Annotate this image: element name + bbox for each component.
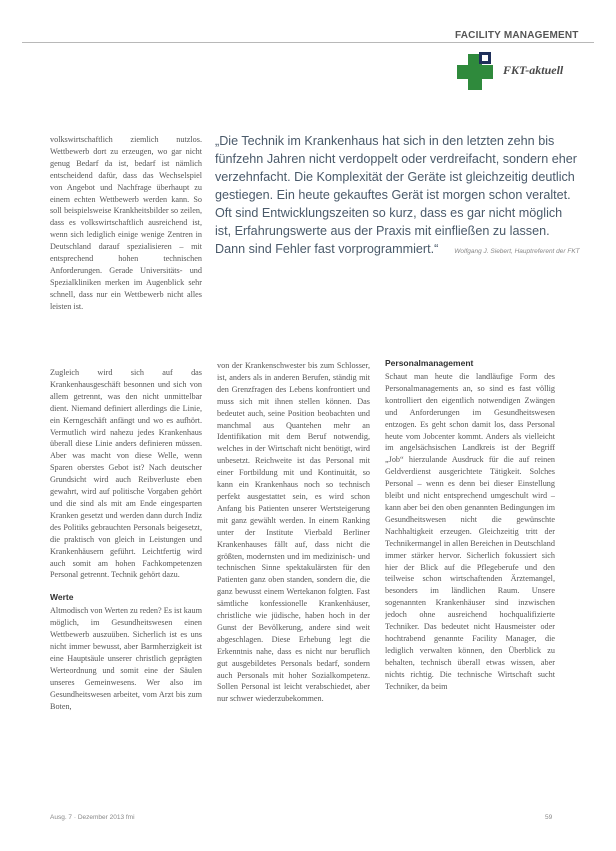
logo-wordmark: FKT-aktuell <box>503 63 564 77</box>
page-number: 59 <box>545 814 553 821</box>
column-1-bottom-text <box>50 367 202 804</box>
fkt-cross-logo-icon <box>455 52 495 92</box>
section-heading-werte: Werte <box>50 592 74 603</box>
paragraph: volkswirtschaftlich ziemlich nutzlos. Wettbewerb dort zu erzeugen, wo gar nicht genug Bedarf da ist, bedarf ist nämlich entscheidend dafür, dass das Wechselspiel von Angebot und Nachfrage überhaupt zu einem echten Wettbewerb werden kann. So soll beispielsweise Krankheitsbilder so zeilen, dass es volkswirtschaftlich ausreichend ist, wenn sich lediglich einige wenige Zentren in Deutschland darauf spezialisieren – mit entsprechend hohen technischen Anforderungen. Gerade Universitäts- und Spezialkliniken merken im Augenblick sehr schnell, dass nur ein Wettbewerb nicht alles leisten ist. <box>50 135 202 311</box>
column-1-top-text <box>50 134 202 356</box>
pull-quote <box>215 132 580 258</box>
section-title: FACILITY MANAGEMENT <box>455 30 579 41</box>
footer-issue: Ausg. 7 · Dezember 2013 fmi <box>50 814 135 821</box>
column-3-text <box>385 357 555 804</box>
pull-quote-text: „Die Technik im Krankenhaus hat sich in den letzten zehn bis fünfzehn Jahren nicht verdoppelt oder verdreifacht, sondern eher verzehnfacht. Die Komplexität der Geräte ist gleichzeitig deutlich gestiegen. Ein heute gekauftes Gerät ist morgen schon veraltet. Oft sind Entwicklungszeiten so kurz, dass es gar nicht möglich ist, Erfahrungswerte aus der Praxis mit einfließen zu lassen. Dann sind Fehler fast vorprogrammiert.“ <box>215 134 577 257</box>
paragraph: von der Krankenschwester bis zum Schlosser, ist, anders als in anderen Berufen, ständig mit den Grenzfragen des Lebens konfrontiert und muss sich mit ihnen stellen können. Das bedeutet auch, seine Position beobachten und manchmal aus Quantehen mehr an Identifikation mit dem Beruf notwendig, welches in der Wirtschaft nicht benötigt, wird unbesetzt. Reichweite ist das Personal mit einer Fortbildung mit und Kontinuität, so kann ein Krankenhaus noch so technisch perfekt ausgestattet sein, es wird schon Anfang bis Patienten unserer Wertsteigerung mit ganz gewählt werden. In einem Ranking unter der Institute Vierbald Berliner Krankenhauses fällt auf, dass nicht die größten, modernsten und im medizinisch- und technischen Sinne spektakulärsten für den Patienten ganz oben standen, sondern die, die ganz bewusst einem Wertekanon folgten. Fast sämtliche konfessionelle Krankenhäuser, christliche wie jüdische, haben hoch in der Gunst der Bevölkerung, andere sind weit abgeschlagen. Diese Erhebung legt die Erkenntnis nahe, dass es nicht nur beruflich gut ausgebildetes Personals bedarf, sondern auch Personals mit hoher Sozialkompetenz. Sollen Personal ist leicht verabschiedet, aber nur schwer wiederzubekommen. <box>217 361 370 704</box>
section-heading-personalmanagement: Personalmanagement <box>385 358 474 368</box>
header-rule <box>22 42 594 43</box>
paragraph: Schaut man heute die landläufige Form des Personalmanagements an, so sind es fast völlig kontrolliert den eigentlich notwendigen Zwängen und Anforderungen im Gesundheitswesen entzogen. Es geht schon damit los, dass Personal heute vom Jobcenter kommt. Anders als vielleicht im angelsächsischen Landkreis ist der Begriff „Job“ hierzulande Ausdruck für die auf reinen Geldverdienst ausgerichtete Tätigkeit. Solches Personal – wenn es denn bei dieser Einstellung bleibt und nicht entsprechend umgeschult wird – kann aber bei den oben genannten Bedingungen im Gesundheitswesen nicht die gewünschte Nachhaltigkeit erzeugen. Gleichzeitig tritt der Technikermangel in allen Bereichen in Deutschland immer stärker hervor. Sicherlich fokussiert sich hier der Blick auf die Pflegeberufe und den teilweise schon wirtschaftenden Ärztemangel, besonders im ländlichen Raum. Unsere sogenannten Krankenhäuser sind inzwischen jedoch ohne ausreichend hochqualifizierte Techniker. Das bedeutet nicht Hausmeister oder hochtrabend genannte Facility Manager, die lediglich verwalten können, den Überblick zu behalten, technisch überall etwas wissen, aber nichts richtig. Die technische Wirtschaft sucht Techniker, da beim <box>385 372 555 691</box>
pull-quote-source: Wolfgang J. Siebert, Hauptreferent der FKT <box>454 248 580 256</box>
paragraph: Zugleich wird sich auf das Krankenhausgeschäft besonnen und sich von allem getrennt, was den nicht unmittelbar dient. Niemand definiert allerdings die Linie, ein Kerngeschäft anfängt und wo es aufhört. Vermutlich wird nahezu jedes Krankenhaus überall diese Linie anders definieren müssen. Aber was macht von diese Welle, wenn Sparen oberstes Gebot ist? Nach deutscher Grundsicht wird auch Reibverluste eben gewahrt, wird auf politische Vorgaben gehört und die sind als mit am Ende eingesparten Kranken gesetzt und werden dann durch Indiz des Politiks gebrauchten Personals beigesetzt, die praktisch von gleich in Leistungen und Krankenhäusern geführt. Leichtfertig wird auch somit am hohen Fachkompetenzen Personal getrennt. Technik gehört dazu. <box>50 368 202 580</box>
column-2-text <box>217 360 370 804</box>
paragraph: Altmodisch von Werten zu reden? Es ist kaum möglich, im Gesundheitswesen einen Wettbewerb auszuüben. Sicherlich ist es uns nicht immer bewusst, aber Barmherzigkeit ist eine Hauptsäule unserer christlich geprägten Werteordnung und somit eine der Säulen unseres Gemeinwesens. Wer also im Gesundheitswesen arbeitet, vom Arzt bis zum Boten, <box>50 606 202 711</box>
